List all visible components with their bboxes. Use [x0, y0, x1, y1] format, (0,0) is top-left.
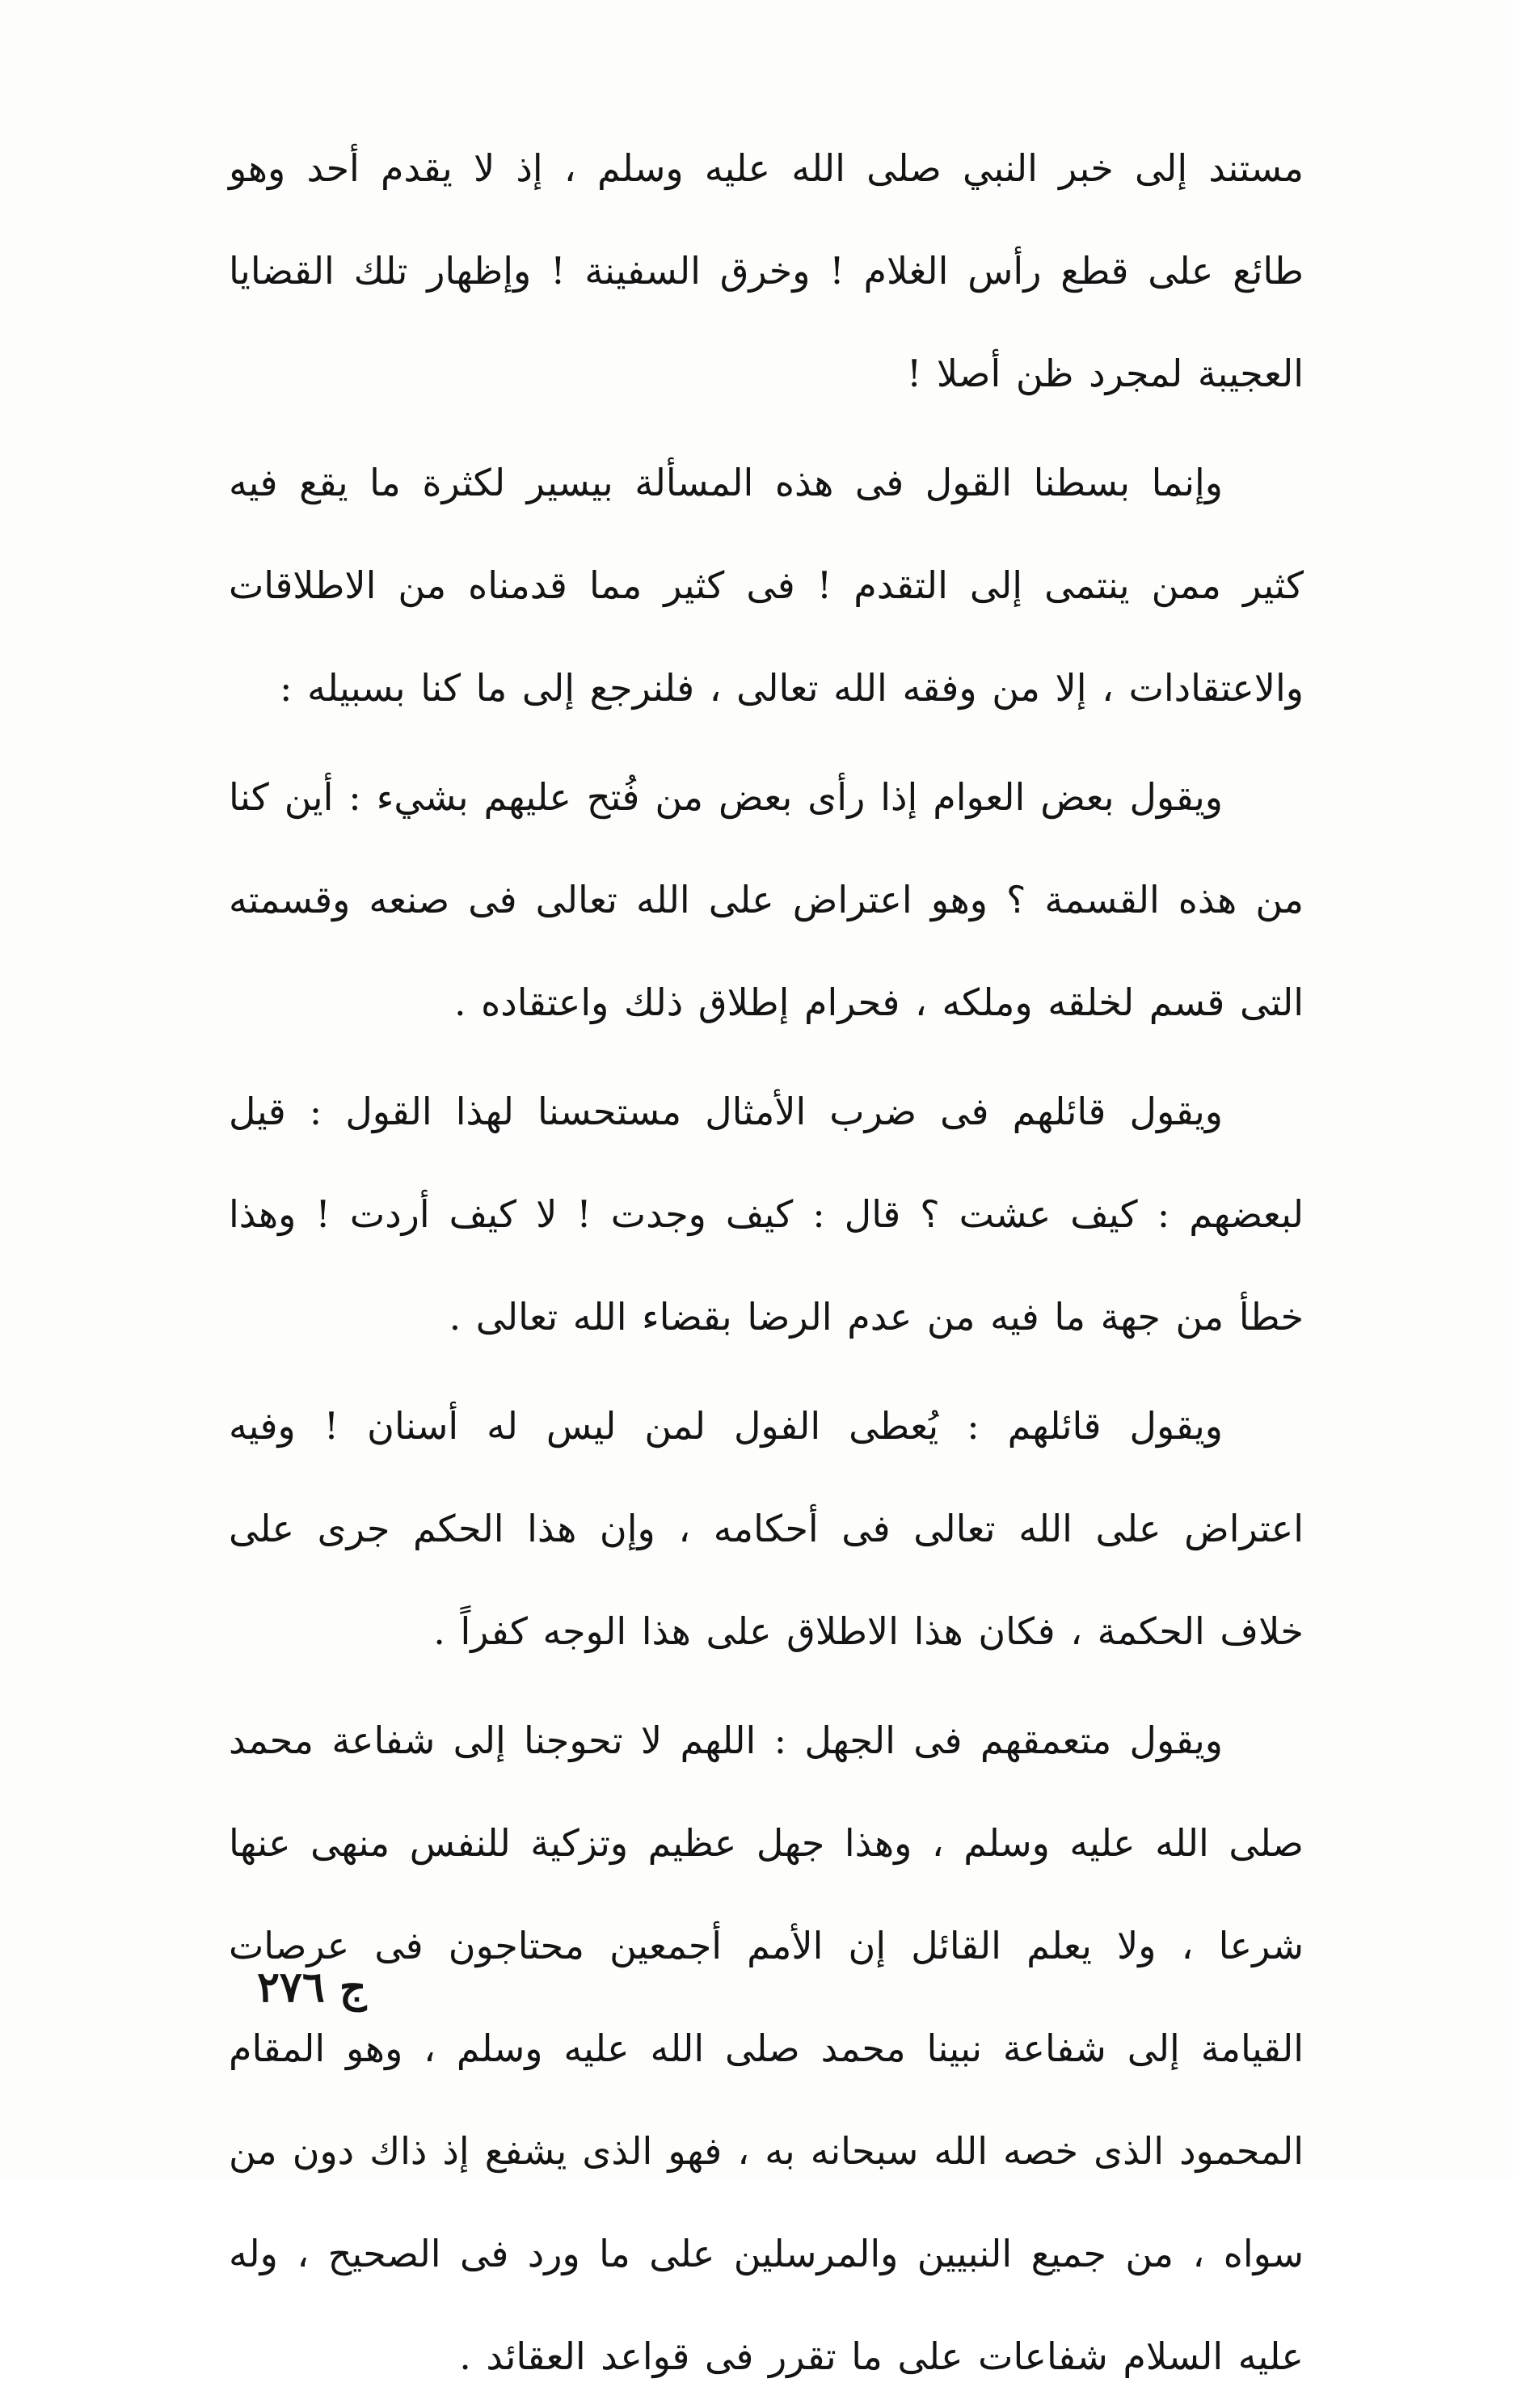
- paragraph-1: مستند إلى خبر النبي صلى الله عليه وسلم ، إذ لا يقدم أحد وهو طائع على قطع رأس الغلام ! وخرق السفينة ! وإظهار تلك القضايا العجيبة لمجرد ظن أصلا !: [229, 146, 1304, 395]
- page-number: ج ٢٧٦: [257, 1963, 367, 2012]
- main-text: [229, 117, 1304, 2408]
- paragraph-2: وإنما بسطنا القول فى هذه المسألة بيسير لكثرة ما يقع فيه كثير ممن ينتمى إلى التقدم ! فى كثير مما قدمناه من الاطلاقات والاعتقادات ، إلا من وفقه الله تعالى ، فلنرجع إلى ما كنا بسبيله :: [229, 461, 1304, 710]
- paragraph-3: ويقول بعض العوام إذا رأى بعض من فُتح عليهم بشيء : أين كنا من هذه القسمة ؟ وهو اعتراض على الله تعالى فى صنعه وقسمته التى قسم لخلقه وملكه ، فحرام إطلاق ذلك واعتقاده .: [229, 775, 1304, 1024]
- paragraph-5: ويقول قائلهم : يُعطى الفول لمن ليس له أسنان ! وفيه اعتراض على الله تعالى فى أحكامه ، وإن هذا الحكم جرى على خلاف الحكمة ، فكان هذا الاطلاق على هذا الوجه كفراً .: [229, 1404, 1304, 1653]
- paragraph-6: ويقول متعمقهم فى الجهل : اللهم لا تحوجنا إلى شفاعة محمد صلى الله عليه وسلم ، وهذا جهل عظيم وتزكية للنفس منهى عنها شرعا ، ولا يعلم القائل إن الأمم أجمعين محتاجون فى عرصات القيامة إلى شفاعة نبينا محمد صلى الله عليه وسلم ، وهو المقام المحمود الذى خصه الله سبحانه به ، فهو الذى يشفع إذ ذاك دون من سواه ، من جميع النبيين والمرسلين على ما ورد فى الصحيح ، وله عليه السلام شفاعات على ما تقرر فى قواعد العقائد .: [229, 1718, 1304, 2378]
- paragraph-4: ويقول قائلهم فى ضرب الأمثال مستحسنا لهذا القول : قيل لبعضهم : كيف عشت ؟ قال : كيف وجدت ! لا كيف أردت ! وهذا خطأ من جهة ما فيه من عدم الرضا بقضاء الله تعالى .: [229, 1090, 1304, 1339]
